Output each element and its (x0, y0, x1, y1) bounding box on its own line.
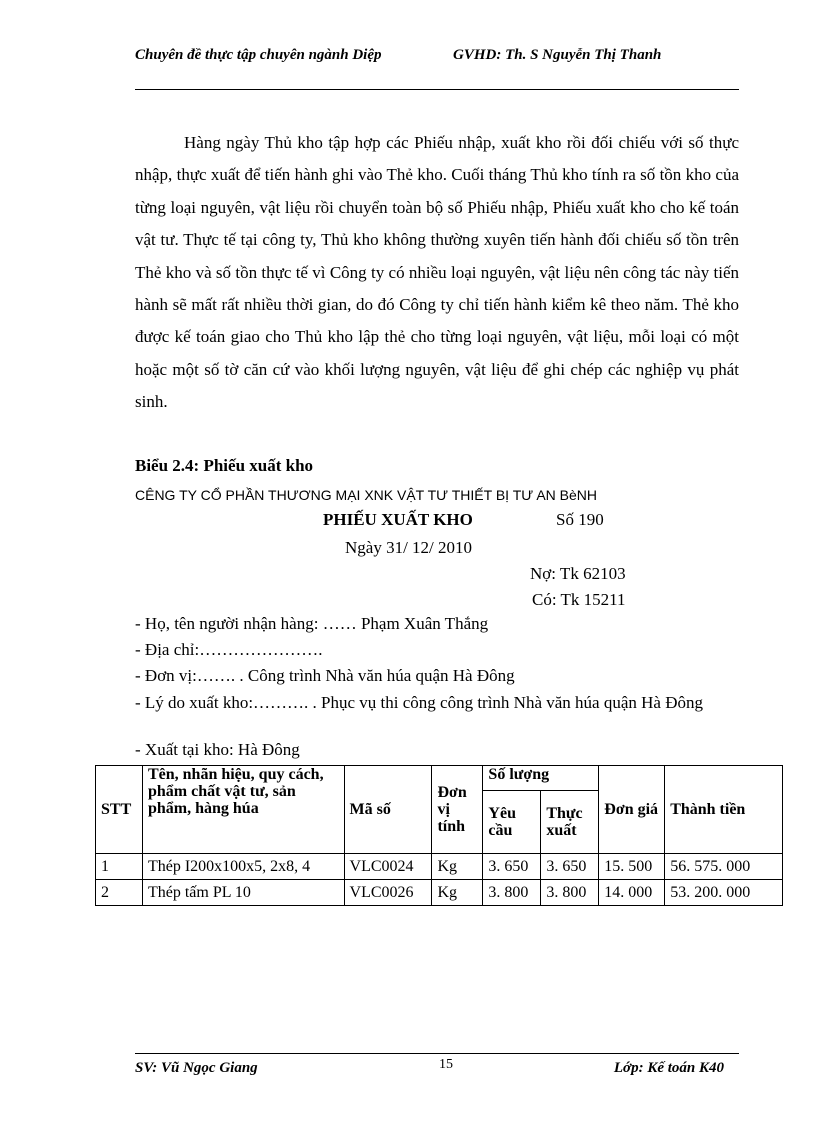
cell-amount: 53. 200. 000 (665, 880, 783, 906)
cell-qty-act: 3. 650 (541, 854, 599, 880)
header-name: Tên, nhãn hiệu, quy cách, phẩm chất vật tư, sản phẩm, hàng húa (142, 766, 344, 854)
warehouse-line: - Xuất tại kho: Hà Đông (135, 740, 300, 759)
body-paragraph: Hàng ngày Thủ kho tập hợp các Phiếu nhập, xuất kho rồi đối chiếu với số thực nhập, thực xuất để tiến hành ghi vào Thẻ kho. Cuối tháng Thủ kho tính ra số tồn kho của từng loại nguyên, vật liệu rồi chuyển toàn bộ số Phiếu nhập, Phiếu xuất kho cho kế toán vật tư. Thực tế tại công ty, Thủ kho không thường xuyên tiến hành đối chiếu số tồn trên Thẻ kho và số tồn thực tế vì Công ty có nhiều loại nguyên, vật liệu nên công tác này tiến hành sẽ mất rất nhiều thời gian, do đó Công ty chỉ tiến hành kiểm kê theo năm. Thẻ kho được kế toán giao cho Thủ kho lập thẻ cho từng loại nguyên, vật liệu, mỗi loại có một hoặc một số tờ căn cứ vào khối lượng nguyên, vật liệu để ghi chép các nghiệp vụ phát sinh. (135, 133, 739, 412)
cell-uom: Kg (432, 854, 483, 880)
credit-account: Có: Tk 15211 (532, 590, 626, 609)
cell-name: Thép tấm PL 10 (142, 880, 344, 906)
cell-amount: 56. 575. 000 (665, 854, 783, 880)
table-row (96, 880, 783, 906)
header-qty: Số lượng (483, 766, 599, 791)
debit-account: Nợ: Tk 62103 (530, 564, 626, 583)
footer-student: SV: Vũ Ngọc Giang (135, 1060, 258, 1076)
reason-line: - Lý do xuất kho:………. . Phục vụ thi công công trình Nhà văn húa quận Hà Đông (135, 693, 703, 712)
cell-price: 14. 000 (599, 880, 665, 906)
cell-stt: 1 (96, 854, 143, 880)
header-stt: STT (96, 766, 143, 854)
header-price: Đơn giá (599, 766, 665, 854)
cell-qty-req: 3. 650 (483, 854, 541, 880)
header-qty-act: Thực xuất (541, 791, 599, 854)
voucher-date: Ngày 31/ 12/ 2010 (345, 538, 473, 557)
page-footer (135, 1053, 739, 1080)
unit-line: - Đơn vị:……. . Công trình Nhà văn húa quận Hà Đông (135, 666, 515, 685)
cell-price: 15. 500 (599, 854, 665, 880)
header-code: Mã số (344, 766, 432, 854)
issue-table (95, 765, 783, 906)
table-row (96, 854, 783, 880)
footer-class: Lớp: Kế toán K40 (613, 1060, 724, 1076)
header-left: Chuyên đề thực tập chuyên ngành Diệp (135, 47, 382, 63)
cell-stt: 2 (96, 880, 143, 906)
cell-code: VLC0026 (344, 880, 432, 906)
figure-caption: Biểu 2.4: Phiếu xuất kho (135, 456, 314, 475)
header-right: GVHD: Th. S Nguyễn Thị Thanh (453, 47, 662, 63)
cell-qty-req: 3. 800 (483, 880, 541, 906)
page-number: 15 (439, 1057, 453, 1072)
address-line: - Địa chỉ:…………………. (135, 640, 323, 659)
cell-uom: Kg (432, 880, 483, 906)
page-header (135, 45, 739, 90)
header-amount: Thành tiền (665, 766, 783, 854)
cell-code: VLC0024 (344, 854, 432, 880)
header-uom: Đơn vị tính (432, 766, 483, 854)
company-name: CÊNG TY CỔ PHẦN THƯƠNG MẠI XNK VẬT TƯ THIẾT BỊ TƯ AN BèNH (135, 487, 598, 503)
receiver-line: - Họ, tên người nhận hàng: …… Phạm Xuân Thắng (135, 614, 489, 633)
voucher-number: Số 190 (556, 510, 604, 529)
voucher-title: PHIẾU XUẤT KHO (323, 510, 473, 529)
cell-qty-act: 3. 800 (541, 880, 599, 906)
header-qty-req: Yêu cầu (483, 791, 541, 854)
cell-name: Thép I200x100x5, 2x8, 4 (142, 854, 344, 880)
